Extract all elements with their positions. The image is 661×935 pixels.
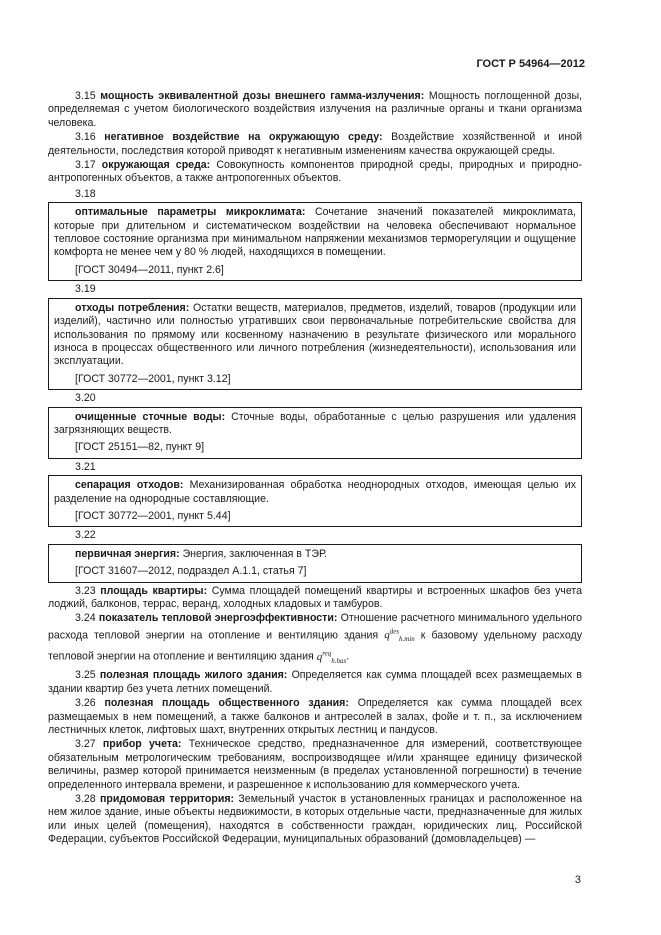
entry-3-24 [48, 612, 582, 668]
entry-term: негативное воздействие на окружающую среду: [104, 131, 383, 144]
entry-definition: Техническое средство, предназначенное для измерений, соответствующее обязательным метрологическим требованиям, воспроизводящее и/или хранящее единицу физической величины, размер которой принимается неизменным (в пределах установленной погрешности) в течение определенного интервала времени, и разрешенное к использованию для коммерческого учета. [48, 738, 582, 791]
entry-definition: Определяется как сумма площадей всех размещаемых в нем помещений, а также балконов и антресолей в залах, фойе и т. п., за исключением лестничных клеток, лифтовых шахт, внутренних открытых лестниц и пандусов. [48, 697, 582, 736]
entry-3-22-box [48, 544, 582, 583]
entry-3-19-box [48, 298, 582, 390]
entry-definition: Энергия, заключенная в ТЭР. [182, 547, 327, 560]
entry-term: оптимальные параметры микроклимата: [75, 206, 306, 219]
entry-source: [ГОСТ 30494—2011, пункт 2.6] [75, 263, 224, 276]
entry-number: 3.24 [75, 612, 96, 625]
entry-number: 3.20 [75, 392, 96, 405]
entry-3-25 [48, 669, 582, 696]
entry-number: 3.18 [75, 187, 96, 200]
entry-3-19 [54, 302, 576, 369]
entry-term: отходы потребления: [75, 301, 190, 314]
page-number: 3 [574, 874, 581, 886]
entry-definition: Сточные воды, обработанные с целью разрушения или удаления загрязняющих веществ. [54, 410, 576, 436]
entry-definition: Сумма площадей помещений квартиры и встроенных шкафов без учета лоджий, балконов, террас, веранд, холодных кладовых и тамбуров. [48, 584, 582, 610]
entry-term: полезная площадь жилого здания: [99, 669, 288, 682]
entry-3-16 [48, 131, 582, 158]
entry-3-20 [54, 411, 576, 438]
entry-3-20-box [48, 407, 582, 459]
entry-term: очищенные сточные воды: [75, 410, 226, 423]
entry-definition-part-b: к базовому удельному расходу тепловой энергии на отопление и вентиляцию здания [48, 629, 582, 663]
entry-term: показатель тепловой энергоэффективности: [98, 612, 338, 625]
entry-3-23 [48, 585, 582, 612]
entry-number: 3.19 [75, 283, 96, 296]
entry-definition-part-c: . [346, 650, 350, 663]
entry-source: [ГОСТ 30772—2001, пункт 3.12] [75, 372, 231, 385]
math-symbol-q-req: $q^{req}_{h.bas}$ [316, 649, 347, 665]
entry-3-15 [48, 90, 582, 130]
math-symbol-q-des: $q^{des}_{h.min}$ [384, 627, 415, 644]
entry-source: [ГОСТ 30772—2001, пункт 5.44] [75, 509, 231, 522]
entry-term: первичная энергия: [75, 547, 180, 560]
document-code-header: ГОСТ Р 54964—2012 [476, 58, 585, 70]
page-content [48, 90, 582, 848]
entry-number: 3.16 [75, 131, 96, 144]
entry-term: мощность эквивалентной дозы внешнего гамма-излучения: [100, 90, 425, 102]
entry-definition: Совокупность компонентов природной среды, природных и природно-антропогенных объектов, а также антропогенных объектов. [48, 159, 582, 185]
entry-source: [ГОСТ 31607—2012, подраздел А.1.1, статья 7] [75, 565, 307, 578]
entry-3-21 [54, 479, 576, 506]
entry-number: 3.21 [75, 460, 96, 473]
entry-3-22 [54, 548, 576, 561]
entry-term: окружающая среда: [101, 159, 211, 172]
entry-number: 3.23 [75, 584, 96, 597]
entry-term: прибор учета: [102, 738, 182, 751]
entry-term: придомовая территория: [99, 792, 235, 805]
entry-definition: Воздействие хозяйственной и иной деятельности, последствия которой приводят к негативным изменениям качества окружающей среды. [48, 131, 583, 157]
entry-definition: Определяется как сумма площадей всех размещаемых в здании квартир без учета летних помещений. [48, 669, 582, 695]
entry-number: 3.22 [75, 529, 96, 542]
entry-term: полезная площадь общественного здания: [104, 697, 349, 710]
entry-definition: Сочетание значений показателей микроклимата, которые при длительном и систематическом воздействии на человека обеспечивают нормальное тепловое состояние организма при минимальном напряжении механизмов терморегуляции и ощущение комфорта не менее чем у 80 % людей, находящихся в помещении. [54, 206, 576, 259]
entry-term: сепарация отходов: [75, 479, 184, 492]
entry-3-18-box [48, 202, 582, 281]
entry-3-27 [48, 738, 582, 792]
entry-definition: Остатки веществ, материалов, предметов, изделий, товаров (продукции или изделий), частично или полностью утративших свои первоначальные потребительские свойства для использования по прямому или косвенному назначению в результате физического или морального износа в процессах общественного или личного потребления (жизнедеятельности), использования или эксплуатации. [54, 301, 577, 368]
entry-3-17 [48, 159, 582, 186]
entry-number: 3.27 [75, 738, 96, 751]
entry-definition-part-a: Отношение расчетного минимального удельного расхода тепловой энергии на отопление и вентиляцию здания [48, 612, 583, 642]
entry-number: 3.26 [75, 697, 96, 710]
entry-3-28 [48, 793, 582, 847]
entry-3-18 [54, 206, 576, 260]
entry-term: площадь квартиры: [100, 584, 208, 597]
entry-3-26 [48, 697, 582, 737]
entry-number: 3.15 [75, 90, 96, 102]
entry-definition: Мощность поглощенной дозы, определяемая с учетом биологического воздействия излучения на различные органы и ткани организма человека. [48, 90, 582, 129]
entry-number: 3.25 [75, 669, 96, 682]
entry-3-21-box [48, 475, 582, 527]
entry-definition: Земельный участок в установленных границах и расположенное на нем жилое здание, иные объекты недвижимости, в которых отдельные части, предназначенные для жилых или иных целей (помещения), находятся в собственности граждан, юридических лиц, Российской Федерации, субъектов Российской Федерации, муниципальных образований (домовладельцев) — [48, 792, 582, 846]
entry-number: 3.28 [75, 792, 96, 805]
entry-number: 3.17 [75, 159, 96, 172]
entry-source: [ГОСТ 25151—82, пункт 9] [75, 441, 205, 454]
entry-definition: Механизированная обработка неоднородных отходов, имеющая целью их разделение на однородные составляющие. [54, 479, 577, 505]
